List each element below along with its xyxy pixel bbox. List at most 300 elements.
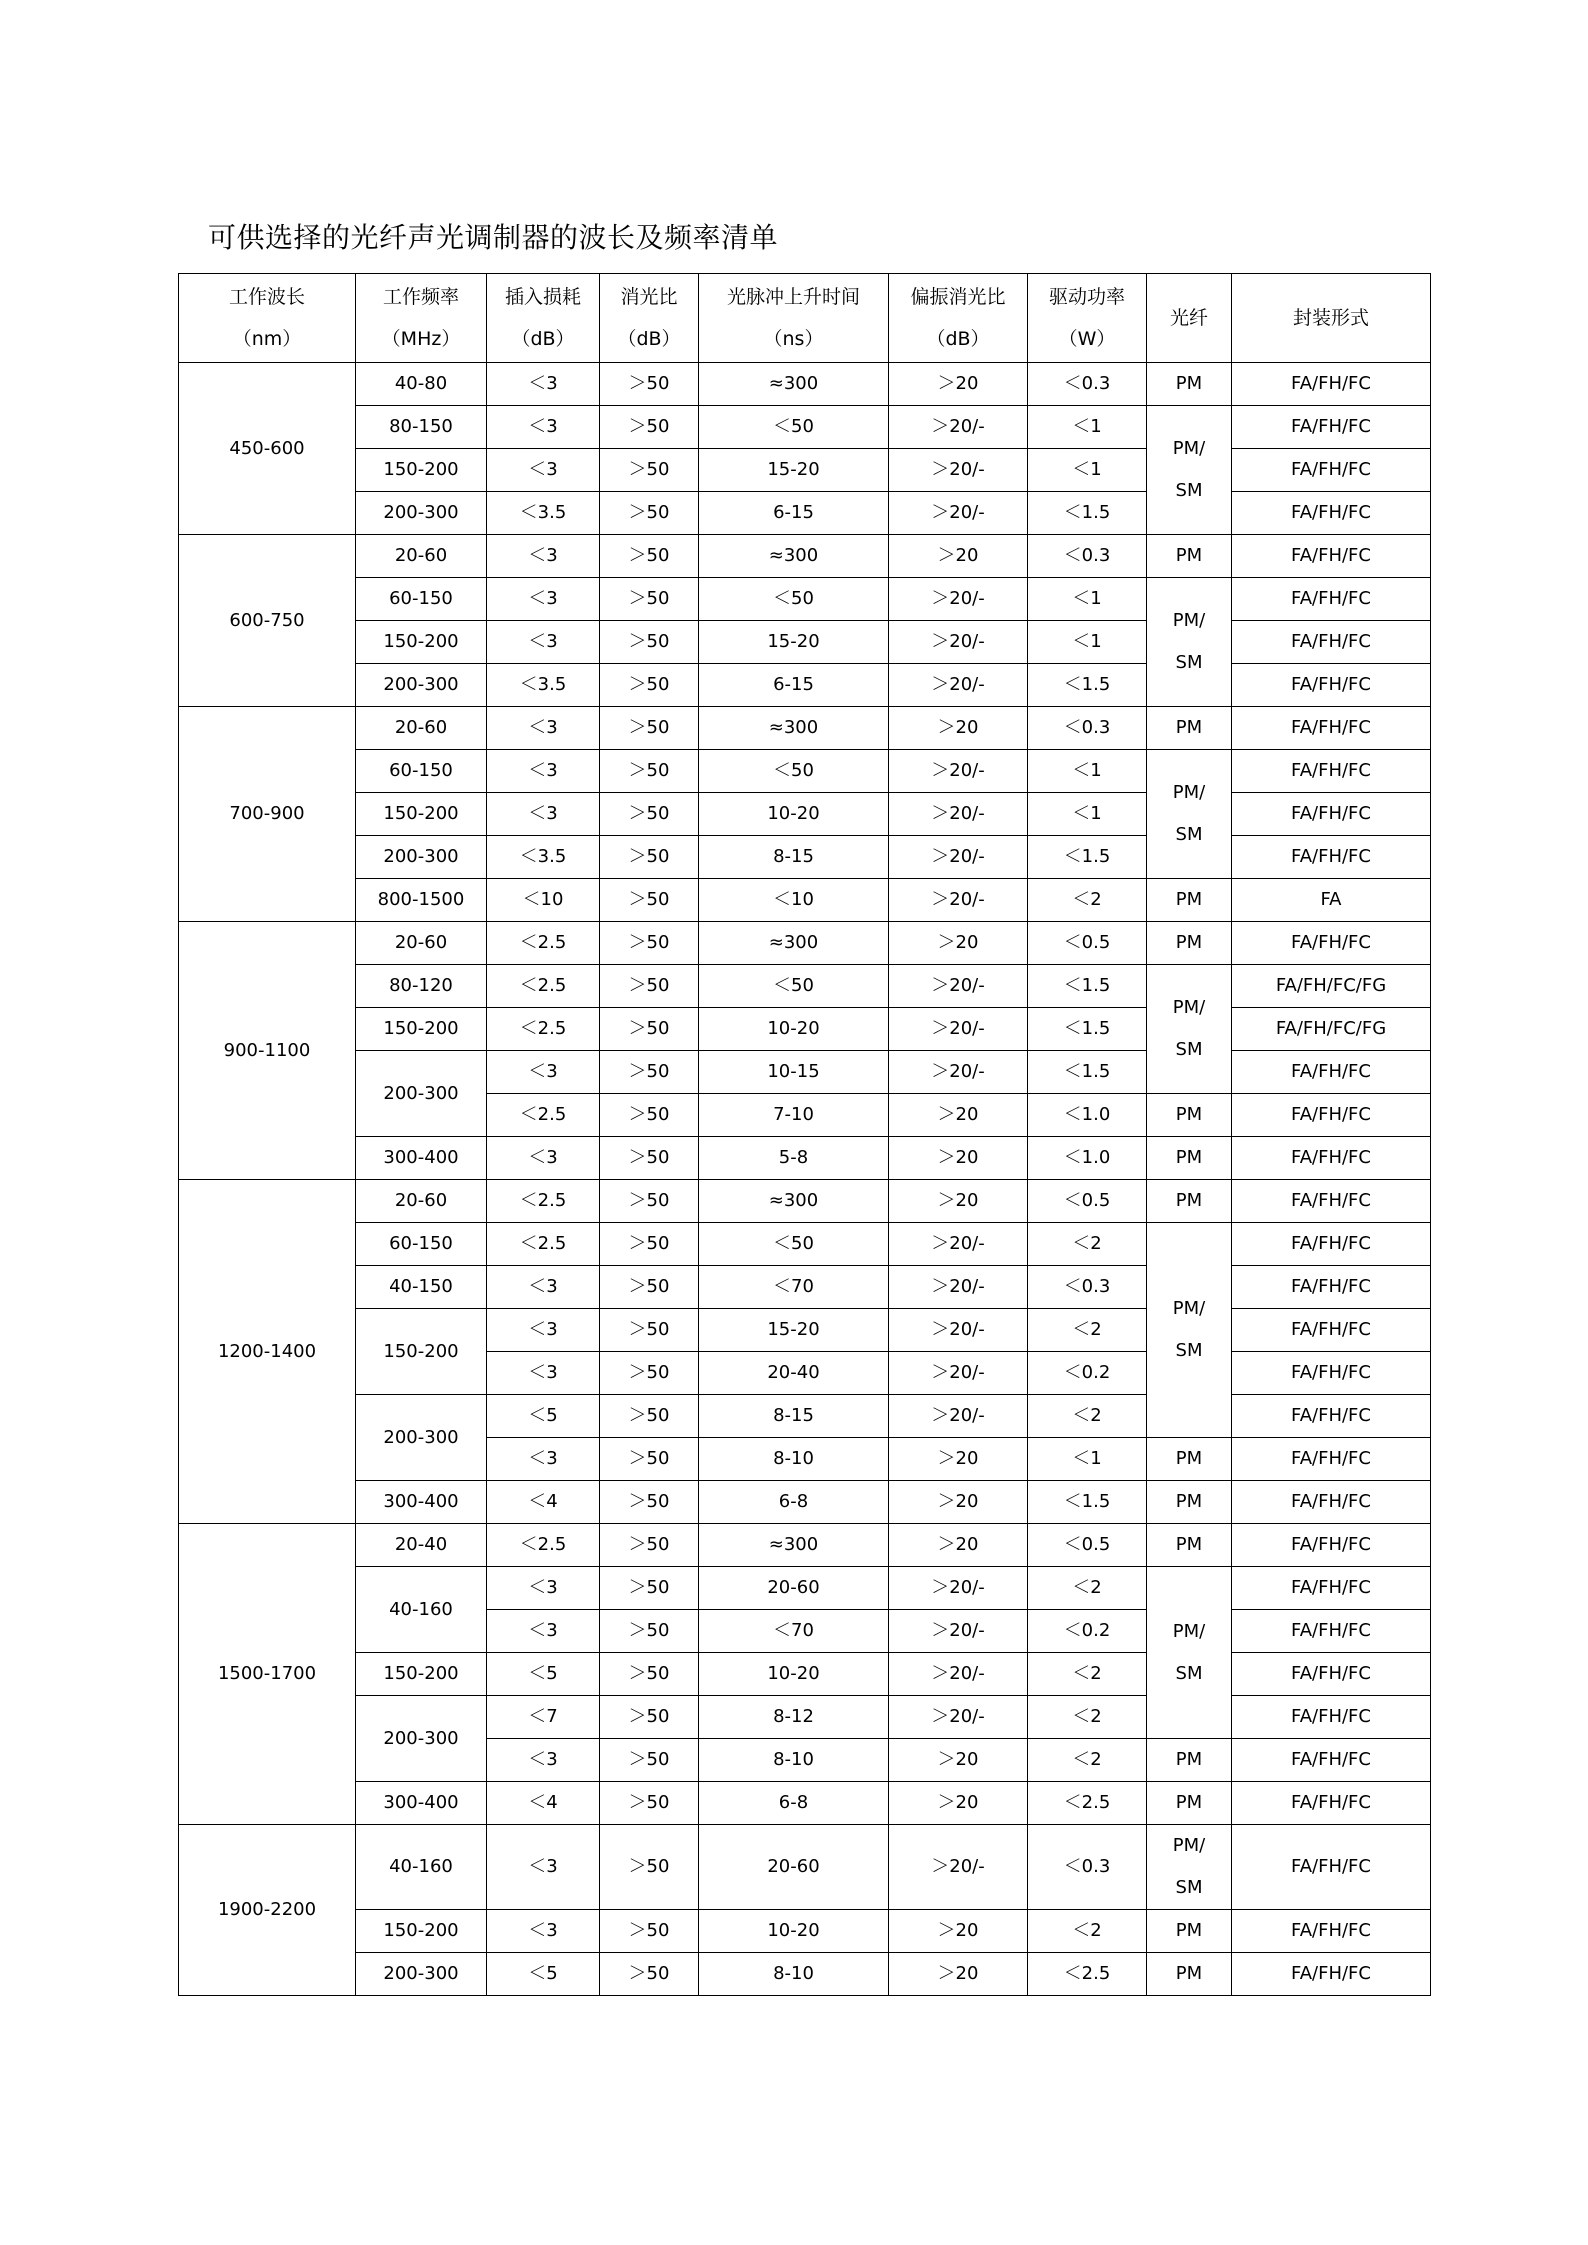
column-header-extinction-ratio bbox=[600, 274, 699, 363]
cell-extinction-ratio: ＞50 bbox=[600, 707, 699, 750]
cell-extinction-ratio: ＞50 bbox=[600, 879, 699, 922]
cell-package: FA/FH/FC bbox=[1232, 363, 1431, 406]
cell-package: FA/FH/FC/FG bbox=[1232, 1008, 1431, 1051]
cell-insertion-loss: ＜3 bbox=[487, 449, 600, 492]
cell-fiber: PM/ SM bbox=[1147, 965, 1232, 1094]
cell-extinction-ratio: ＞50 bbox=[600, 1567, 699, 1610]
cell-rise-time: 6-8 bbox=[699, 1481, 889, 1524]
header-unit: （nm） bbox=[232, 328, 302, 350]
cell-package: FA/FH/FC bbox=[1232, 578, 1431, 621]
cell-insertion-loss: ＜3 bbox=[487, 406, 600, 449]
cell-frequency: 20-60 bbox=[356, 1180, 487, 1223]
cell-drive-power: ＜1 bbox=[1028, 1438, 1147, 1481]
cell-insertion-loss: ＜4 bbox=[487, 1481, 600, 1524]
table-row bbox=[179, 1266, 1431, 1309]
cell-extinction-ratio: ＞50 bbox=[600, 965, 699, 1008]
table-row bbox=[179, 1137, 1431, 1180]
cell-rise-time: ≈300 bbox=[699, 363, 889, 406]
cell-frequency: 60-150 bbox=[356, 750, 487, 793]
cell-frequency: 20-60 bbox=[356, 922, 487, 965]
table-row bbox=[179, 1395, 1431, 1438]
cell-package: FA/FH/FC bbox=[1232, 1696, 1431, 1739]
cell-insertion-loss: ＜2.5 bbox=[487, 1524, 600, 1567]
cell-rise-time: 8-12 bbox=[699, 1696, 889, 1739]
cell-insertion-loss: ＜3 bbox=[487, 1825, 600, 1910]
header-unit: （dB） bbox=[617, 328, 681, 350]
cell-polarization-extinction: ＞20/- bbox=[889, 406, 1028, 449]
cell-package: FA/FH/FC bbox=[1232, 793, 1431, 836]
cell-extinction-ratio: ＞50 bbox=[600, 578, 699, 621]
cell-fiber: PM bbox=[1147, 1953, 1232, 1996]
table-row bbox=[179, 1223, 1431, 1266]
page-title: 可供选择的光纤声光调制器的波长及频率清单 bbox=[208, 221, 779, 254]
table-header bbox=[179, 274, 1431, 363]
cell-insertion-loss: ＜3 bbox=[487, 1438, 600, 1481]
cell-rise-time: 8-10 bbox=[699, 1953, 889, 1996]
cell-insertion-loss: ＜4 bbox=[487, 1782, 600, 1825]
column-header-polarization-extinction bbox=[889, 274, 1028, 363]
cell-drive-power: ＜1.5 bbox=[1028, 1051, 1147, 1094]
cell-fiber: PM bbox=[1147, 363, 1232, 406]
table-row bbox=[179, 1910, 1431, 1953]
cell-package: FA/FH/FC bbox=[1232, 1910, 1431, 1953]
cell-package: FA/FH/FC bbox=[1232, 1481, 1431, 1524]
cell-fiber: PM bbox=[1147, 1180, 1232, 1223]
cell-polarization-extinction: ＞20/- bbox=[889, 449, 1028, 492]
cell-extinction-ratio: ＞50 bbox=[600, 363, 699, 406]
cell-package: FA/FH/FC bbox=[1232, 1438, 1431, 1481]
table-row bbox=[179, 363, 1431, 406]
table-row bbox=[179, 1051, 1431, 1094]
cell-extinction-ratio: ＞50 bbox=[600, 1008, 699, 1051]
cell-package: FA/FH/FC bbox=[1232, 1825, 1431, 1910]
cell-insertion-loss: ＜3 bbox=[487, 1266, 600, 1309]
cell-frequency: 300-400 bbox=[356, 1137, 487, 1180]
column-header-frequency bbox=[356, 274, 487, 363]
cell-insertion-loss: ＜3 bbox=[487, 1567, 600, 1610]
table-row bbox=[179, 664, 1431, 707]
table-row bbox=[179, 922, 1431, 965]
cell-rise-time: ≈300 bbox=[699, 922, 889, 965]
cell-rise-time: 15-20 bbox=[699, 1309, 889, 1352]
cell-polarization-extinction: ＞20 bbox=[889, 363, 1028, 406]
cell-fiber: PM/ SM bbox=[1147, 750, 1232, 879]
cell-polarization-extinction: ＞20/- bbox=[889, 492, 1028, 535]
header-unit: （dB） bbox=[511, 328, 575, 350]
column-header-rise-time bbox=[699, 274, 889, 363]
cell-extinction-ratio: ＞50 bbox=[600, 406, 699, 449]
cell-package: FA/FH/FC bbox=[1232, 1395, 1431, 1438]
cell-drive-power: ＜1.5 bbox=[1028, 492, 1147, 535]
cell-package: FA/FH/FC bbox=[1232, 1739, 1431, 1782]
cell-extinction-ratio: ＞50 bbox=[600, 1438, 699, 1481]
table-row bbox=[179, 1567, 1431, 1610]
cell-drive-power: ＜1.5 bbox=[1028, 1008, 1147, 1051]
cell-extinction-ratio: ＞50 bbox=[600, 793, 699, 836]
cell-polarization-extinction: ＞20 bbox=[889, 1524, 1028, 1567]
header-label: 光脉冲上升时间 bbox=[726, 286, 860, 308]
cell-polarization-extinction: ＞20/- bbox=[889, 1825, 1028, 1910]
cell-rise-time: 10-20 bbox=[699, 1653, 889, 1696]
header-unit: （W） bbox=[1058, 328, 1116, 350]
cell-rise-time: ＜10 bbox=[699, 879, 889, 922]
header-label: 驱动功率 bbox=[1048, 286, 1125, 308]
cell-polarization-extinction: ＞20 bbox=[889, 1953, 1028, 1996]
cell-rise-time: 8-10 bbox=[699, 1739, 889, 1782]
cell-drive-power: ＜2.5 bbox=[1028, 1953, 1147, 1996]
cell-insertion-loss: ＜2.5 bbox=[487, 922, 600, 965]
cell-rise-time: ＜50 bbox=[699, 750, 889, 793]
cell-frequency: 20-60 bbox=[356, 535, 487, 578]
cell-insertion-loss: ＜3 bbox=[487, 1739, 600, 1782]
table-row bbox=[179, 1696, 1431, 1739]
cell-polarization-extinction: ＞20 bbox=[889, 707, 1028, 750]
cell-drive-power: ＜2 bbox=[1028, 1223, 1147, 1266]
cell-extinction-ratio: ＞50 bbox=[600, 1137, 699, 1180]
cell-package: FA/FH/FC bbox=[1232, 1223, 1431, 1266]
cell-drive-power: ＜1 bbox=[1028, 750, 1147, 793]
cell-rise-time: 10-15 bbox=[699, 1051, 889, 1094]
cell-frequency: 200-300 bbox=[356, 1051, 487, 1137]
cell-frequency: 150-200 bbox=[356, 1910, 487, 1953]
cell-frequency: 200-300 bbox=[356, 1395, 487, 1481]
cell-rise-time: 6-15 bbox=[699, 492, 889, 535]
cell-rise-time: 8-10 bbox=[699, 1438, 889, 1481]
cell-drive-power: ＜1.5 bbox=[1028, 664, 1147, 707]
table-row bbox=[179, 1653, 1431, 1696]
column-header-insertion-loss bbox=[487, 274, 600, 363]
cell-frequency: 300-400 bbox=[356, 1782, 487, 1825]
cell-frequency: 200-300 bbox=[356, 1953, 487, 1996]
cell-polarization-extinction: ＞20/- bbox=[889, 1653, 1028, 1696]
cell-polarization-extinction: ＞20/- bbox=[889, 1266, 1028, 1309]
cell-extinction-ratio: ＞50 bbox=[600, 1782, 699, 1825]
cell-drive-power: ＜1 bbox=[1028, 793, 1147, 836]
cell-rise-time: 20-60 bbox=[699, 1567, 889, 1610]
cell-rise-time: 7-10 bbox=[699, 1094, 889, 1137]
cell-polarization-extinction: ＞20/- bbox=[889, 1223, 1028, 1266]
cell-frequency: 40-160 bbox=[356, 1825, 487, 1910]
cell-package: FA bbox=[1232, 879, 1431, 922]
table-row bbox=[179, 449, 1431, 492]
column-header-drive-power bbox=[1028, 274, 1147, 363]
table-row bbox=[179, 1309, 1431, 1352]
cell-polarization-extinction: ＞20/- bbox=[889, 1051, 1028, 1094]
table-row bbox=[179, 1953, 1431, 1996]
cell-drive-power: ＜0.5 bbox=[1028, 1180, 1147, 1223]
cell-insertion-loss: ＜2.5 bbox=[487, 965, 600, 1008]
cell-drive-power: ＜1.5 bbox=[1028, 965, 1147, 1008]
cell-drive-power: ＜2.5 bbox=[1028, 1782, 1147, 1825]
cell-fiber: PM bbox=[1147, 1782, 1232, 1825]
cell-package: FA/FH/FC bbox=[1232, 449, 1431, 492]
cell-drive-power: ＜1.5 bbox=[1028, 836, 1147, 879]
cell-fiber: PM bbox=[1147, 1910, 1232, 1953]
cell-polarization-extinction: ＞20 bbox=[889, 922, 1028, 965]
cell-frequency: 300-400 bbox=[356, 1481, 487, 1524]
cell-extinction-ratio: ＞50 bbox=[600, 1524, 699, 1567]
cell-insertion-loss: ＜3 bbox=[487, 1352, 600, 1395]
cell-drive-power: ＜1 bbox=[1028, 406, 1147, 449]
cell-frequency: 150-200 bbox=[356, 793, 487, 836]
cell-package: FA/FH/FC bbox=[1232, 1180, 1431, 1223]
cell-wavelength: 1200-1400 bbox=[179, 1180, 356, 1524]
cell-package: FA/FH/FC bbox=[1232, 406, 1431, 449]
cell-extinction-ratio: ＞50 bbox=[600, 1352, 699, 1395]
cell-rise-time: ＜50 bbox=[699, 406, 889, 449]
cell-fiber: PM bbox=[1147, 1137, 1232, 1180]
cell-rise-time: ＜70 bbox=[699, 1610, 889, 1653]
header-unit: （dB） bbox=[926, 328, 990, 350]
table-row bbox=[179, 578, 1431, 621]
cell-insertion-loss: ＜5 bbox=[487, 1395, 600, 1438]
cell-drive-power: ＜0.5 bbox=[1028, 1524, 1147, 1567]
cell-frequency: 20-40 bbox=[356, 1524, 487, 1567]
cell-frequency: 200-300 bbox=[356, 836, 487, 879]
header-label: 工作频率 bbox=[382, 286, 459, 308]
table-row bbox=[179, 879, 1431, 922]
cell-wavelength: 600-750 bbox=[179, 535, 356, 707]
table-row bbox=[179, 707, 1431, 750]
cell-insertion-loss: ＜3.5 bbox=[487, 492, 600, 535]
cell-rise-time: 10-20 bbox=[699, 1008, 889, 1051]
header-row bbox=[179, 274, 1431, 363]
cell-insertion-loss: ＜3 bbox=[487, 578, 600, 621]
cell-insertion-loss: ＜3 bbox=[487, 793, 600, 836]
column-header-fiber bbox=[1147, 274, 1232, 363]
cell-polarization-extinction: ＞20/- bbox=[889, 1696, 1028, 1739]
cell-frequency: 150-200 bbox=[356, 621, 487, 664]
cell-drive-power: ＜1.0 bbox=[1028, 1137, 1147, 1180]
cell-polarization-extinction: ＞20 bbox=[889, 1438, 1028, 1481]
cell-polarization-extinction: ＞20 bbox=[889, 1739, 1028, 1782]
cell-rise-time: 10-20 bbox=[699, 1910, 889, 1953]
cell-wavelength: 900-1100 bbox=[179, 922, 356, 1180]
cell-insertion-loss: ＜3 bbox=[487, 1309, 600, 1352]
cell-fiber: PM bbox=[1147, 1739, 1232, 1782]
header-label: 工作波长 bbox=[228, 286, 305, 308]
cell-insertion-loss: ＜3 bbox=[487, 1610, 600, 1653]
cell-drive-power: ＜0.3 bbox=[1028, 707, 1147, 750]
cell-polarization-extinction: ＞20 bbox=[889, 535, 1028, 578]
cell-rise-time: ≈300 bbox=[699, 1524, 889, 1567]
cell-extinction-ratio: ＞50 bbox=[600, 1094, 699, 1137]
cell-fiber: PM/ SM bbox=[1147, 1567, 1232, 1739]
cell-rise-time: 6-15 bbox=[699, 664, 889, 707]
table-row bbox=[179, 1008, 1431, 1051]
cell-extinction-ratio: ＞50 bbox=[600, 1223, 699, 1266]
cell-rise-time: ＜50 bbox=[699, 578, 889, 621]
cell-wavelength: 450-600 bbox=[179, 363, 356, 535]
cell-package: FA/FH/FC bbox=[1232, 750, 1431, 793]
cell-package: FA/FH/FC/FG bbox=[1232, 965, 1431, 1008]
cell-drive-power: ＜1 bbox=[1028, 578, 1147, 621]
cell-extinction-ratio: ＞50 bbox=[600, 1266, 699, 1309]
cell-fiber: PM/ SM bbox=[1147, 578, 1232, 707]
cell-extinction-ratio: ＞50 bbox=[600, 535, 699, 578]
cell-extinction-ratio: ＞50 bbox=[600, 1910, 699, 1953]
cell-insertion-loss: ＜3 bbox=[487, 1137, 600, 1180]
cell-insertion-loss: ＜7 bbox=[487, 1696, 600, 1739]
cell-wavelength: 1900-2200 bbox=[179, 1825, 356, 1996]
cell-rise-time: 20-40 bbox=[699, 1352, 889, 1395]
cell-rise-time: 10-20 bbox=[699, 793, 889, 836]
cell-fiber: PM bbox=[1147, 1438, 1232, 1481]
cell-polarization-extinction: ＞20/- bbox=[889, 965, 1028, 1008]
cell-frequency: 40-150 bbox=[356, 1266, 487, 1309]
table-row bbox=[179, 1524, 1431, 1567]
cell-extinction-ratio: ＞50 bbox=[600, 1481, 699, 1524]
cell-drive-power: ＜2 bbox=[1028, 1309, 1147, 1352]
table-body bbox=[179, 363, 1431, 1996]
cell-drive-power: ＜2 bbox=[1028, 1696, 1147, 1739]
cell-insertion-loss: ＜3 bbox=[487, 621, 600, 664]
cell-insertion-loss: ＜3 bbox=[487, 750, 600, 793]
cell-drive-power: ＜2 bbox=[1028, 879, 1147, 922]
header-label: 光纤 bbox=[1169, 307, 1208, 329]
cell-drive-power: ＜0.3 bbox=[1028, 1266, 1147, 1309]
cell-drive-power: ＜2 bbox=[1028, 1910, 1147, 1953]
cell-frequency: 60-150 bbox=[356, 1223, 487, 1266]
cell-polarization-extinction: ＞20/- bbox=[889, 836, 1028, 879]
cell-extinction-ratio: ＞50 bbox=[600, 1395, 699, 1438]
cell-polarization-extinction: ＞20/- bbox=[889, 1395, 1028, 1438]
cell-fiber: PM bbox=[1147, 535, 1232, 578]
cell-polarization-extinction: ＞20 bbox=[889, 1180, 1028, 1223]
cell-frequency: 150-200 bbox=[356, 449, 487, 492]
table-row bbox=[179, 750, 1431, 793]
column-header-wavelength bbox=[179, 274, 356, 363]
cell-package: FA/FH/FC bbox=[1232, 1094, 1431, 1137]
cell-insertion-loss: ＜3 bbox=[487, 1910, 600, 1953]
cell-polarization-extinction: ＞20/- bbox=[889, 879, 1028, 922]
cell-rise-time: ≈300 bbox=[699, 535, 889, 578]
cell-package: FA/FH/FC bbox=[1232, 1653, 1431, 1696]
cell-polarization-extinction: ＞20/- bbox=[889, 1008, 1028, 1051]
cell-insertion-loss: ＜3 bbox=[487, 363, 600, 406]
cell-package: FA/FH/FC bbox=[1232, 1266, 1431, 1309]
table-row bbox=[179, 1481, 1431, 1524]
cell-polarization-extinction: ＞20/- bbox=[889, 578, 1028, 621]
cell-polarization-extinction: ＞20/- bbox=[889, 1610, 1028, 1653]
cell-extinction-ratio: ＞50 bbox=[600, 1051, 699, 1094]
cell-insertion-loss: ＜10 bbox=[487, 879, 600, 922]
header-label: 插入损耗 bbox=[504, 286, 581, 308]
cell-polarization-extinction: ＞20 bbox=[889, 1910, 1028, 1953]
cell-rise-time: ＜50 bbox=[699, 1223, 889, 1266]
table-row bbox=[179, 1825, 1431, 1910]
header-label: 封装形式 bbox=[1292, 307, 1369, 329]
cell-insertion-loss: ＜3.5 bbox=[487, 836, 600, 879]
cell-polarization-extinction: ＞20/- bbox=[889, 1567, 1028, 1610]
cell-frequency: 40-160 bbox=[356, 1567, 487, 1653]
cell-package: FA/FH/FC bbox=[1232, 836, 1431, 879]
cell-rise-time: 6-8 bbox=[699, 1782, 889, 1825]
cell-extinction-ratio: ＞50 bbox=[600, 621, 699, 664]
cell-extinction-ratio: ＞50 bbox=[600, 1309, 699, 1352]
table-row bbox=[179, 836, 1431, 879]
cell-drive-power: ＜2 bbox=[1028, 1739, 1147, 1782]
cell-package: FA/FH/FC bbox=[1232, 1309, 1431, 1352]
cell-rise-time: ≈300 bbox=[699, 707, 889, 750]
table-row bbox=[179, 406, 1431, 449]
cell-rise-time: 8-15 bbox=[699, 836, 889, 879]
cell-rise-time: 5-8 bbox=[699, 1137, 889, 1180]
cell-polarization-extinction: ＞20 bbox=[889, 1094, 1028, 1137]
cell-extinction-ratio: ＞50 bbox=[600, 750, 699, 793]
cell-package: FA/FH/FC bbox=[1232, 664, 1431, 707]
cell-frequency: 200-300 bbox=[356, 1696, 487, 1782]
cell-extinction-ratio: ＞50 bbox=[600, 922, 699, 965]
cell-fiber: PM/ SM bbox=[1147, 406, 1232, 535]
cell-insertion-loss: ＜3 bbox=[487, 535, 600, 578]
cell-frequency: 80-120 bbox=[356, 965, 487, 1008]
cell-drive-power: ＜0.2 bbox=[1028, 1610, 1147, 1653]
cell-extinction-ratio: ＞50 bbox=[600, 1653, 699, 1696]
cell-drive-power: ＜1 bbox=[1028, 449, 1147, 492]
cell-package: FA/FH/FC bbox=[1232, 922, 1431, 965]
cell-rise-time: ＜70 bbox=[699, 1266, 889, 1309]
cell-wavelength: 700-900 bbox=[179, 707, 356, 922]
header-label: 偏振消光比 bbox=[910, 286, 1006, 308]
cell-drive-power: ＜0.5 bbox=[1028, 922, 1147, 965]
cell-extinction-ratio: ＞50 bbox=[600, 492, 699, 535]
header-unit: （MHz） bbox=[381, 328, 461, 350]
cell-extinction-ratio: ＞50 bbox=[600, 1739, 699, 1782]
cell-package: FA/FH/FC bbox=[1232, 1137, 1431, 1180]
cell-polarization-extinction: ＞20/- bbox=[889, 793, 1028, 836]
cell-package: FA/FH/FC bbox=[1232, 621, 1431, 664]
header-label: 消光比 bbox=[620, 286, 678, 308]
cell-frequency: 200-300 bbox=[356, 664, 487, 707]
cell-insertion-loss: ＜2.5 bbox=[487, 1094, 600, 1137]
cell-package: FA/FH/FC bbox=[1232, 707, 1431, 750]
cell-rise-time: ≈300 bbox=[699, 1180, 889, 1223]
cell-polarization-extinction: ＞20/- bbox=[889, 1352, 1028, 1395]
table-row bbox=[179, 535, 1431, 578]
cell-insertion-loss: ＜2.5 bbox=[487, 1180, 600, 1223]
table-row bbox=[179, 621, 1431, 664]
header-unit: （ns） bbox=[763, 328, 824, 350]
table-row bbox=[179, 1782, 1431, 1825]
cell-drive-power: ＜0.3 bbox=[1028, 1825, 1147, 1910]
cell-polarization-extinction: ＞20 bbox=[889, 1782, 1028, 1825]
cell-polarization-extinction: ＞20/- bbox=[889, 621, 1028, 664]
cell-fiber: PM bbox=[1147, 922, 1232, 965]
cell-wavelength: 1500-1700 bbox=[179, 1524, 356, 1825]
cell-insertion-loss: ＜3 bbox=[487, 1051, 600, 1094]
cell-package: FA/FH/FC bbox=[1232, 1352, 1431, 1395]
cell-polarization-extinction: ＞20 bbox=[889, 1481, 1028, 1524]
cell-rise-time: 15-20 bbox=[699, 621, 889, 664]
cell-frequency: 40-80 bbox=[356, 363, 487, 406]
cell-fiber: PM/ SM bbox=[1147, 1825, 1232, 1910]
cell-fiber: PM/ SM bbox=[1147, 1223, 1232, 1438]
cell-polarization-extinction: ＞20 bbox=[889, 1137, 1028, 1180]
cell-drive-power: ＜2 bbox=[1028, 1653, 1147, 1696]
cell-insertion-loss: ＜3 bbox=[487, 707, 600, 750]
cell-polarization-extinction: ＞20/- bbox=[889, 664, 1028, 707]
cell-rise-time: 20-60 bbox=[699, 1825, 889, 1910]
cell-frequency: 150-200 bbox=[356, 1653, 487, 1696]
cell-insertion-loss: ＜3.5 bbox=[487, 664, 600, 707]
cell-extinction-ratio: ＞50 bbox=[600, 1180, 699, 1223]
cell-frequency: 800-1500 bbox=[356, 879, 487, 922]
cell-extinction-ratio: ＞50 bbox=[600, 664, 699, 707]
cell-extinction-ratio: ＞50 bbox=[600, 1825, 699, 1910]
cell-package: FA/FH/FC bbox=[1232, 1567, 1431, 1610]
column-header-package bbox=[1232, 274, 1431, 363]
